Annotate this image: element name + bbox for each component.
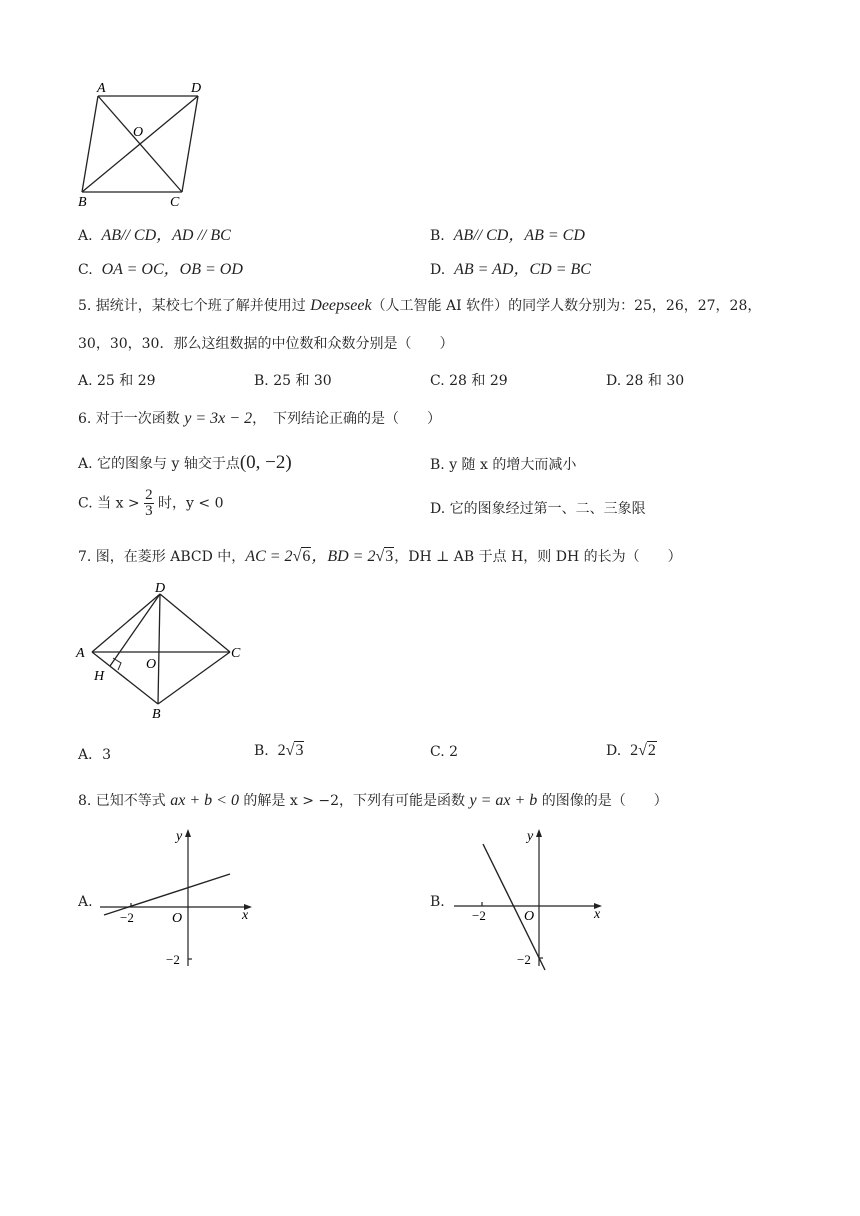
q7-option-b[interactable]: B. 2√3 [254,742,304,759]
q6-option-b[interactable]: B. y 随 x 的增大而减小 [430,457,577,473]
origin-label: O [172,911,183,926]
q7-option-d[interactable]: D. 2√2 [606,742,656,759]
q4-option-b[interactable]: B. AB// CD，AB = CD [430,227,585,244]
q5-option-c[interactable]: C. 28 和 29 [430,373,508,389]
q4-option-c[interactable]: C. OA = OC，OB = OD [78,261,243,278]
y-tick-label: −2 [166,952,180,967]
q7-option-c[interactable]: C. 2 [430,744,459,760]
q6-option-a[interactable]: A. 它的图象与 y 轴交于点(0, −2) [78,452,292,473]
vertex-label-d: D [191,81,202,96]
y-tick-label: −2 [517,952,531,967]
center-label-o: O [146,657,157,672]
q5-stem-line1: 5. 据统计，某校七个班了解并使用过 Deepseek（人工智能 AI 软件）的同学人数分别为：25，26，27，28， [78,297,762,314]
vertex-label-b: B [152,707,161,722]
q7-stem: 7. 图，在菱形 ABCD 中，AC = 2√6，BD = 2√3，DH ⊥ AB 于点 H，则 DH 的长为（ ） [78,548,682,565]
q6-stem: 6. 对于一次函数 y = 3x − 2， 下列结论正确的是（ ） [78,410,442,427]
q6-option-c[interactable]: C. 当 x > $\frac{2}{3}$ 时，y < 0 [78,487,224,519]
q8-option-a-label[interactable]: A. [78,894,93,910]
sqrt-3: √3 [375,548,394,565]
q5-stem-line2: 30，30，30．那么这组数据的中位数和众数分别是（ ） [78,336,454,352]
vertex-label-b: B [78,195,87,210]
foot-label-h: H [94,669,105,684]
origin-label: O [524,909,535,924]
x-axis-label: x [242,908,249,923]
x-axis-label: x [594,907,601,922]
q8-option-b-label[interactable]: B. [430,894,445,910]
fraction-two-thirds: $\frac{2}{3}$ [145,487,153,519]
y-axis-label: y [527,829,534,844]
vertex-label-a: A [76,646,85,661]
q8-graph-a[interactable] [100,826,260,972]
q7-rhombus-figure [70,582,260,722]
q6-option-d[interactable]: D. 它的图象经过第一、二、三象限 [430,501,646,517]
q4-option-a[interactable]: A. AB// CD，AD // BC [78,227,231,244]
q4-option-d[interactable]: D. AB = AD，CD = BC [430,261,591,278]
q7-option-a[interactable]: A．3 [78,747,112,763]
q8-graph-b[interactable] [450,826,610,976]
q4-parallelogram-figure [70,78,230,213]
vertex-label-c: C [231,646,241,661]
x-tick-label: −2 [120,910,134,925]
x-tick-label: −2 [472,908,486,923]
vertex-label-d: D [155,581,166,596]
vertex-label-a: A [97,81,106,96]
q5-option-a[interactable]: A. 25 和 29 [78,373,156,389]
q8-stem: 8. 已知不等式 ax + b < 0 的解是 x > −2，下列有可能是函数 y = ax + b 的图像的是（ ） [78,792,668,809]
vertex-label-c: C [170,195,180,210]
sqrt-6: √6 [292,548,311,565]
y-axis-label: y [176,829,183,844]
q5-option-b[interactable]: B. 25 和 30 [254,373,332,389]
center-label-o: O [133,125,144,140]
q5-option-d[interactable]: D. 28 和 30 [606,373,685,389]
